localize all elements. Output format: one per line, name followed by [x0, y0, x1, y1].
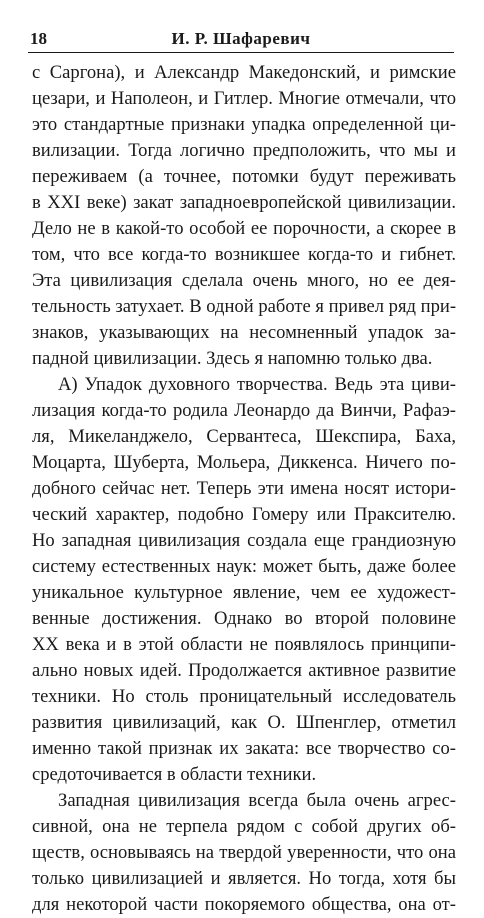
text-line: А) Упадок духовного творчества. Ведь эта циви-	[58, 374, 456, 395]
paragraph	[32, 788, 456, 918]
text-line: развития цивилизаций, как О. Шпенглер, отметил	[32, 712, 456, 733]
text-line: знаков, указывающих на несомненный упадок за-	[32, 322, 456, 343]
text-line: ально новых идей. Продолжается активное развитие	[32, 660, 456, 681]
running-head: И. Р. Шафаревич	[171, 29, 311, 48]
text-line: Эта цивилизация сделала очень много, но ее дея-	[32, 270, 456, 291]
text-line: цезари, и Наполеон, и Гитлер. Многие отмечали, что	[32, 88, 456, 109]
paragraph	[32, 372, 456, 788]
text-line: ля, Микеланджело, Сервантеса, Шекспира, Баха,	[32, 426, 456, 447]
text-line: том, что все когда-то возникшее когда-то и гибнет.	[32, 244, 456, 265]
text-line: средоточивается в области техники.	[32, 764, 317, 785]
text-line: систему естественных наук: может быть, даже более	[32, 556, 456, 577]
text-line: это стандартные признаки упадка определенной ци-	[32, 114, 456, 135]
text-line: Западная цивилизация всегда была очень агрес-	[58, 790, 456, 811]
text-line: ческий характер, подобно Гомеру или Праксителю.	[32, 504, 456, 525]
page-header	[28, 26, 454, 53]
text-line: лизация когда-то родила Леонардо да Винчи, Рафаэ-	[32, 400, 456, 421]
text-line: уникальное культурное явление, чем ее художест-	[32, 582, 456, 603]
text-line: вилизации. Тогда логично предположить, что мы и	[32, 140, 456, 161]
text-line: только цивилизацией и является. Но тогда, хотя бы	[32, 868, 456, 889]
text-line: с Саргона), и Александр Македонский, и римские	[32, 62, 456, 83]
text-line: для некоторой части покоряемого общества, она от-	[32, 894, 456, 915]
text-line: падной цивилизации. Здесь я напомню только два.	[32, 348, 433, 369]
page-body	[32, 60, 456, 918]
text-line: XX века и в этой области не появлялось принципи-	[32, 634, 456, 655]
text-line: Дело не в какой-то особой ее порочности, а скорее в	[32, 218, 456, 239]
page-number: 18	[30, 29, 47, 48]
text-line: ществ, основываясь на твердой уверенности, что она	[32, 842, 456, 863]
text-line: Моцарта, Шуберта, Мольера, Диккенса. Ничего по-	[32, 452, 456, 473]
text-line: в XXI веке) закат западноевропейской цивилизации.	[32, 192, 456, 213]
text-line: сивной, она не терпела рядом с собой других об-	[32, 816, 456, 837]
text-line: переживаем (а точнее, потомки будут переживать	[32, 166, 456, 187]
paragraph	[32, 60, 456, 372]
text-line: техники. Но столь проницательный исследователь	[32, 686, 456, 707]
text-line: венные достижения. Однако во второй половине	[32, 608, 456, 629]
text-line: добного сейчас нет. Теперь эти имена носят истори-	[32, 478, 456, 499]
text-line: тельность затухает. В одной работе я привел ряд при-	[32, 296, 457, 317]
text-line: Но западная цивилизация создала еще грандиозную	[32, 530, 456, 551]
text-line: именно такой признак их заката: все творчество со-	[32, 738, 456, 759]
